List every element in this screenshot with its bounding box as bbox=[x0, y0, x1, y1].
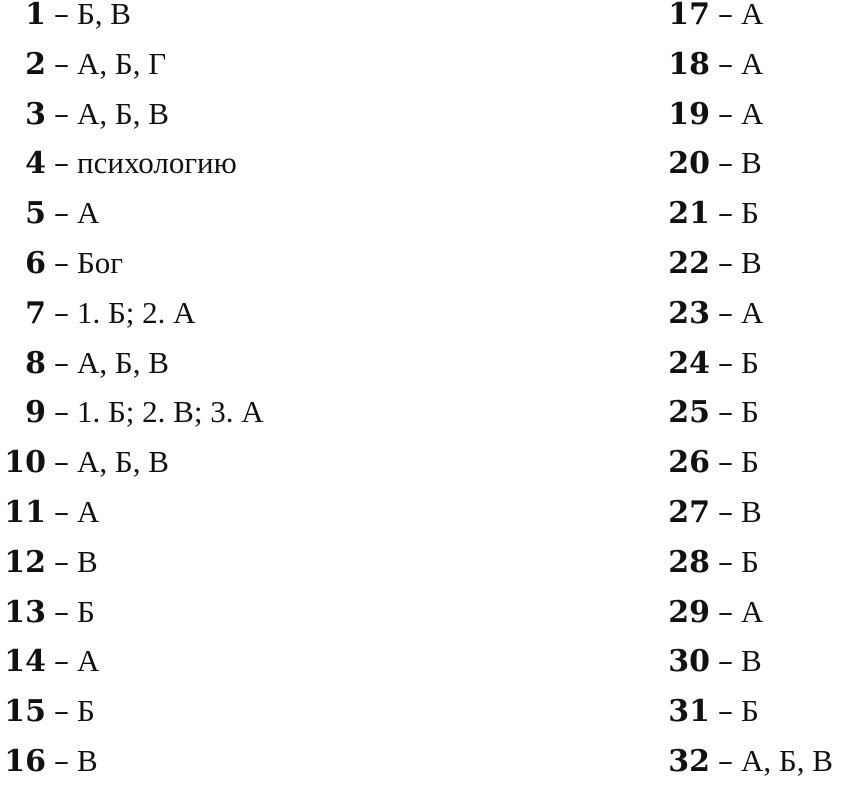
question-number: 26 bbox=[668, 445, 710, 481]
question-number: 22 bbox=[668, 245, 710, 281]
dash-separator: – bbox=[54, 494, 69, 530]
question-number: 9 bbox=[25, 395, 46, 431]
answer-text: А, Б, Г bbox=[77, 45, 167, 81]
question-number: 14 bbox=[4, 644, 46, 680]
dash-separator: – bbox=[54, 395, 69, 431]
question-number: 20 bbox=[668, 146, 710, 182]
dash-separator: – bbox=[54, 694, 69, 730]
question-number: 7 bbox=[25, 295, 46, 331]
answer-text: А bbox=[77, 195, 100, 231]
answer-text: Б bbox=[741, 543, 759, 579]
answer-text: А bbox=[741, 593, 764, 629]
dash-separator: – bbox=[718, 594, 733, 630]
answer-row bbox=[0, 686, 264, 736]
answer-text: В bbox=[741, 493, 762, 529]
answer-row bbox=[0, 238, 264, 288]
dash-separator: – bbox=[54, 644, 69, 680]
dash-separator: – bbox=[718, 245, 733, 281]
question-number: 4 bbox=[25, 146, 46, 182]
question-number: 13 bbox=[4, 594, 46, 630]
dash-separator: – bbox=[718, 644, 733, 680]
answer-row bbox=[0, 636, 264, 686]
dash-separator: – bbox=[718, 345, 733, 381]
dash-separator: – bbox=[54, 594, 69, 630]
answer-text: Бог bbox=[77, 244, 124, 280]
answer-row bbox=[664, 686, 833, 736]
dash-separator: – bbox=[54, 0, 69, 32]
question-number: 3 bbox=[25, 96, 46, 132]
dash-separator: – bbox=[54, 196, 69, 232]
question-number: 29 bbox=[668, 594, 710, 630]
answer-text: А bbox=[741, 0, 764, 31]
dash-separator: – bbox=[718, 445, 733, 481]
answer-text: А, Б, В bbox=[741, 742, 833, 778]
question-number: 10 bbox=[4, 445, 46, 481]
answer-text: В bbox=[77, 742, 98, 778]
answer-row bbox=[0, 0, 264, 39]
answer-row bbox=[664, 487, 833, 537]
answer-row bbox=[664, 89, 833, 139]
dash-separator: – bbox=[718, 743, 733, 779]
question-number: 28 bbox=[668, 544, 710, 580]
question-number: 32 bbox=[668, 743, 710, 779]
dash-separator: – bbox=[718, 0, 733, 32]
dash-separator: – bbox=[718, 295, 733, 331]
answer-text: Б bbox=[77, 593, 95, 629]
answer-row bbox=[0, 487, 264, 537]
dash-separator: – bbox=[54, 743, 69, 779]
question-number: 11 bbox=[4, 494, 46, 530]
question-number: 1 bbox=[25, 0, 46, 32]
dash-separator: – bbox=[718, 494, 733, 530]
answer-row bbox=[664, 338, 833, 388]
answer-text: В bbox=[741, 244, 762, 280]
dash-separator: – bbox=[718, 544, 733, 580]
dash-separator: – bbox=[718, 46, 733, 82]
answer-text: Б bbox=[741, 444, 759, 480]
answer-row bbox=[0, 288, 264, 338]
dash-separator: – bbox=[718, 96, 733, 132]
answer-text: 1. Б; 2. В; 3. А bbox=[77, 394, 264, 430]
answer-text: А, Б, В bbox=[77, 344, 169, 380]
question-number: 12 bbox=[4, 544, 46, 580]
answer-row bbox=[664, 0, 833, 39]
answer-row bbox=[664, 587, 833, 637]
dash-separator: – bbox=[54, 245, 69, 281]
answer-text: Б bbox=[741, 693, 759, 729]
answer-row bbox=[664, 39, 833, 89]
dash-separator: – bbox=[54, 445, 69, 481]
answer-row bbox=[664, 537, 833, 587]
answer-row bbox=[0, 89, 264, 139]
answer-row bbox=[664, 288, 833, 338]
question-number: 25 bbox=[668, 395, 710, 431]
question-number: 27 bbox=[668, 494, 710, 530]
answer-row bbox=[0, 537, 264, 587]
answer-text: В bbox=[77, 543, 98, 579]
answer-row bbox=[0, 437, 264, 487]
answer-text: В bbox=[741, 145, 762, 181]
answer-row bbox=[664, 238, 833, 288]
answer-row bbox=[664, 736, 833, 786]
answer-row bbox=[664, 138, 833, 188]
dash-separator: – bbox=[54, 146, 69, 182]
dash-separator: – bbox=[718, 694, 733, 730]
question-number: 24 bbox=[668, 345, 710, 381]
answer-row bbox=[664, 636, 833, 686]
answer-text: Б bbox=[741, 394, 759, 430]
dash-separator: – bbox=[54, 295, 69, 331]
answer-row bbox=[0, 587, 264, 637]
answer-text: А bbox=[741, 294, 764, 330]
question-number: 2 bbox=[25, 46, 46, 82]
question-number: 5 bbox=[25, 196, 46, 232]
answer-text: А bbox=[77, 493, 100, 529]
answer-text: Б bbox=[77, 693, 95, 729]
answer-text: Б bbox=[741, 344, 759, 380]
question-number: 17 bbox=[668, 0, 710, 32]
answer-text: Б, В bbox=[77, 0, 131, 31]
answer-row bbox=[0, 736, 264, 786]
answer-column-right bbox=[664, 0, 833, 786]
question-number: 18 bbox=[668, 46, 710, 82]
answer-text: А, Б, В bbox=[77, 95, 169, 131]
answer-row bbox=[0, 338, 264, 388]
question-number: 23 bbox=[668, 295, 710, 331]
dash-separator: – bbox=[54, 345, 69, 381]
answer-text: А bbox=[741, 45, 764, 81]
dash-separator: – bbox=[54, 96, 69, 132]
question-number: 21 bbox=[668, 196, 710, 232]
question-number: 19 bbox=[668, 96, 710, 132]
question-number: 30 bbox=[668, 644, 710, 680]
answer-text: В bbox=[741, 643, 762, 679]
dash-separator: – bbox=[718, 196, 733, 232]
answer-row bbox=[0, 39, 264, 89]
question-number: 31 bbox=[668, 694, 710, 730]
answer-row bbox=[664, 387, 833, 437]
answer-row bbox=[0, 138, 264, 188]
answer-row bbox=[664, 188, 833, 238]
answer-row bbox=[0, 188, 264, 238]
question-number: 15 bbox=[4, 694, 46, 730]
answer-text: А, Б, В bbox=[77, 444, 169, 480]
dash-separator: – bbox=[718, 395, 733, 431]
answer-row bbox=[0, 387, 264, 437]
question-number: 16 bbox=[4, 743, 46, 779]
answer-text: психологию bbox=[77, 145, 237, 181]
dash-separator: – bbox=[54, 46, 69, 82]
answer-row bbox=[664, 437, 833, 487]
dash-separator: – bbox=[54, 544, 69, 580]
answer-column-left bbox=[0, 0, 264, 786]
question-number: 6 bbox=[25, 245, 46, 281]
answer-text: А bbox=[77, 643, 100, 679]
question-number: 8 bbox=[25, 345, 46, 381]
answer-text: А bbox=[741, 95, 764, 131]
dash-separator: – bbox=[718, 146, 733, 182]
answer-text: Б bbox=[741, 195, 759, 231]
answer-text: 1. Б; 2. А bbox=[77, 294, 196, 330]
